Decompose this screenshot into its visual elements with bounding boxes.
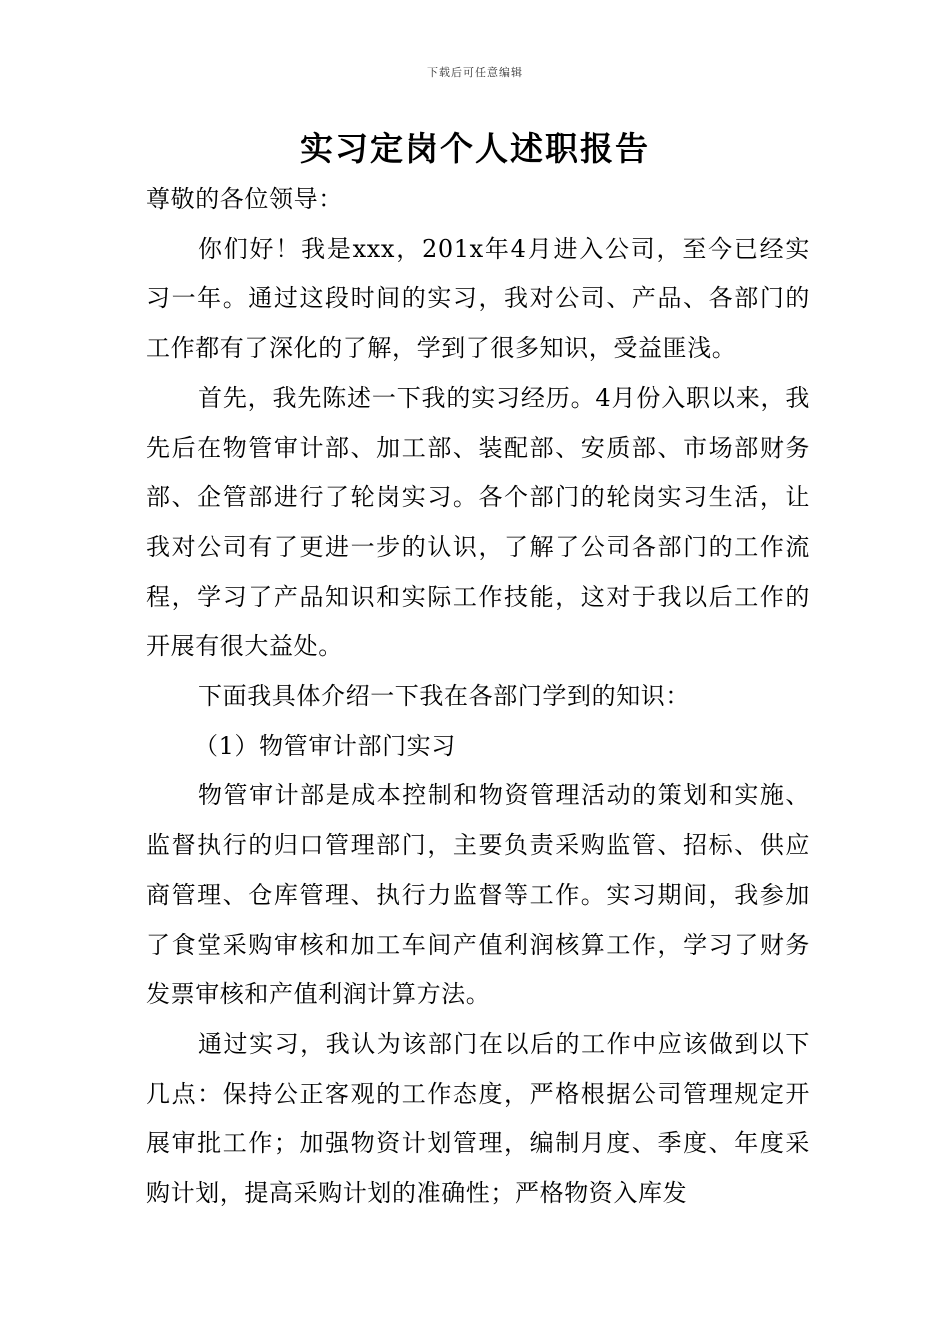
- salutation: 尊敬的各位领导：: [146, 185, 343, 213]
- header-note: 下载后可任意编辑: [427, 66, 523, 79]
- paragraph-intro: 你们好！我是xxx，201x年4月进入公司，至今已经实习一年。通过这段时间的实习，我对公司、产品、各部门的工作都有了深化的了解，学到了很多知识，受益匪浅。: [146, 234, 810, 363]
- paragraph-transition: 下面我具体介绍一下我在各部门学到的知识：: [198, 682, 690, 711]
- paragraph-experience: 首先，我先陈述一下我的实习经历。4月份入职以来，我先后在物管审计部、加工部、装配部、安质部、市场部财务部、企管部进行了轮岗实习。各个部门的轮岗实习生活，让我对公司有了更进一步的认识，了解了公司各部门的工作流程，学习了产品知识和实际工作技能，这对于我以后工作的开展有很大益处。: [146, 383, 810, 661]
- document-title: 实习定岗个人述职报告: [300, 129, 650, 168]
- paragraph-section-recommendations: 通过实习，我认为该部门在以后的工作中应该做到以下几点：保持公正客观的工作态度，严格根据公司管理规定开展审批工作；加强物资计划管理，编制月度、季度、年度采购计划，提高采购计划的准确性；严格物资入库发: [146, 1029, 810, 1208]
- document-body: [146, 175, 810, 1219]
- section-heading: （1）物管审计部门实习: [194, 731, 456, 760]
- paragraph-section-description: 物管审计部是成本控制和物资管理活动的策划和实施、监督执行的归口管理部门，主要负责采购监管、招标、供应商管理、仓库管理、执行力监督等工作。实习期间，我参加了食堂采购审核和加工车间产值利润核算工作，学习了财务发票审核和产值利润计算方法。: [146, 781, 810, 1009]
